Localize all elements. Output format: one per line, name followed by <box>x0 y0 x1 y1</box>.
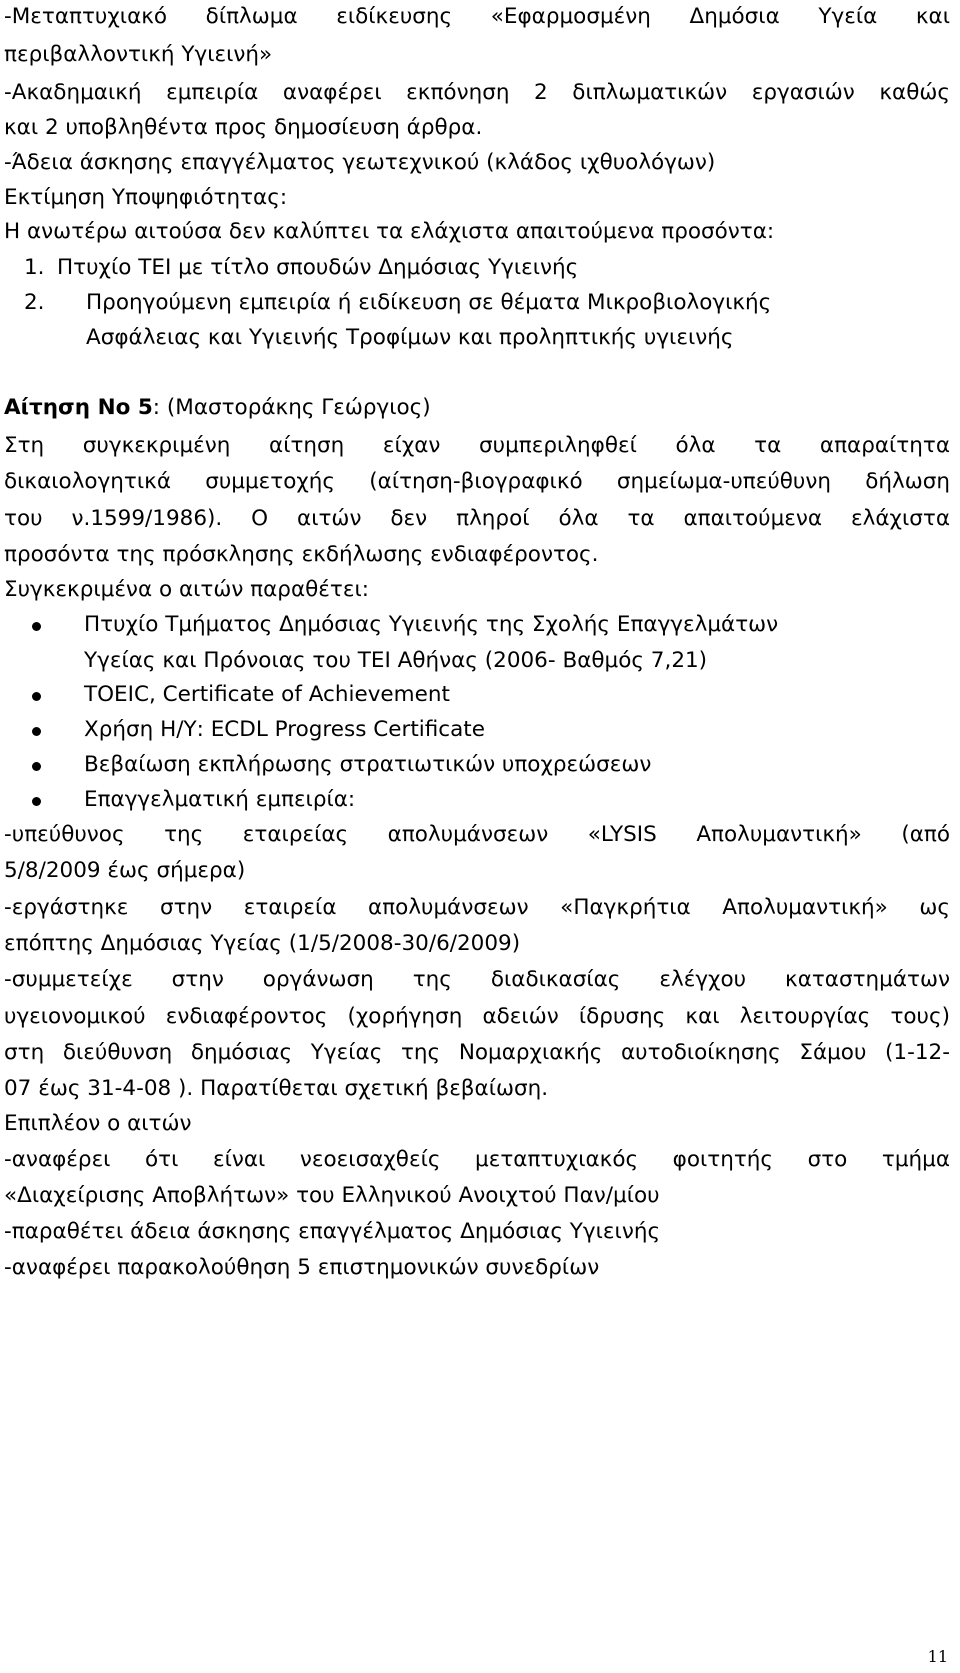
bullet-icon <box>32 692 41 701</box>
bullet-item: TOEIC, Certificate of Achievement <box>84 682 450 707</box>
text-line: -Μεταπτυχιακό δίπλωμα ειδίκευσης «Εφαρμοσμένη Δημόσια Υγεία και <box>4 4 950 29</box>
text-line: -παραθέτει άδεια άσκησης επαγγέλματος Δημόσιας Υγιεινής <box>4 1219 661 1244</box>
bullet-item-continuation: Υγείας και Πρόνοιας του ΤΕΙ Αθήνας (2006- Βαθμός 7,21) <box>84 648 708 673</box>
page-number: 11 <box>927 1647 948 1666</box>
bullet-icon <box>32 622 41 631</box>
text-line: του ν.1599/1986). Ο αιτών δεν πληροί όλα τα απαιτούμενα ελάχιστα <box>4 506 950 531</box>
evaluation-text: Η ανωτέρω αιτούσα δεν καλύπτει τα ελάχιστα απαιτούμενα προσόντα: <box>4 219 775 244</box>
text-line: υγειονομικού ενδιαφέροντος (χορήγηση αδειών ίδρυσης και λειτουργίας τους) <box>4 1004 950 1029</box>
text-line: Επιπλέον ο αιτών <box>4 1111 192 1136</box>
text-line: -αναφέρει παρακολούθηση 5 επιστημονικών συνεδρίων <box>4 1255 600 1280</box>
text-line: -εργάστηκε στην εταιρεία απολυμάνσεων «Παγκρήτια Απολυμαντική» ως <box>4 895 950 920</box>
text-line: στη διεύθυνση δημόσιας Υγείας της Νομαρχιακής αυτοδιοίκησης Σάμου (1-12- <box>4 1040 950 1065</box>
list-number: 1. <box>24 255 45 280</box>
text-line: Συγκεκριμένα ο αιτών παραθέτει: <box>4 577 369 602</box>
application-label: Αίτηση Νο 5 <box>4 395 153 420</box>
text-line: επόπτης Δημόσιας Υγείας (1/5/2008-30/6/2009) <box>4 931 521 956</box>
application-heading <box>4 397 431 419</box>
list-item: Πτυχίο ΤΕΙ με τίτλο σπουδών Δημόσιας Υγιεινής <box>57 255 579 280</box>
bullet-icon <box>32 727 41 736</box>
evaluation-heading: Εκτίμηση Υποψηφιότητας: <box>4 185 288 210</box>
list-item: Προηγούμενη εμπειρία ή ειδίκευση σε θέματα Μικροβιολογικής <box>86 290 772 315</box>
bullet-item: Πτυχίο Τμήματος Δημόσιας Υγιεινής της Σχολής Επαγγελμάτων <box>84 612 779 637</box>
text-line: δικαιολογητικά συμμετοχής (αίτηση-βιογραφικό σημείωμα-υπεύθυνη δήλωση <box>4 469 950 494</box>
text-line: και 2 υποβληθέντα προς δημοσίευση άρθρα. <box>4 115 483 140</box>
text-line: -Άδεια άσκησης επαγγέλματος γεωτεχνικού (κλάδος ιχθυολόγων) <box>4 150 716 175</box>
bullet-icon <box>32 762 41 771</box>
text-line: -αναφέρει ότι είναι νεοεισαχθείς μεταπτυχιακός φοιτητής στο τμήμα <box>4 1147 950 1172</box>
bullet-icon <box>32 797 41 806</box>
bullet-item: Επαγγελματική εμπειρία: <box>84 787 356 812</box>
text-line: περιβαλλοντική Υγιεινή» <box>4 42 273 67</box>
text-line: 07 έως 31-4-08 ). Παρατίθεται σχετική βεβαίωση. <box>4 1076 549 1101</box>
text-line: -υπεύθυνος της εταιρείας απολυμάνσεων «LYSIS Απολυμαντική» (από <box>4 822 950 847</box>
bullet-item: Χρήση Η/Υ: ECDL Progress Certificate <box>84 717 485 742</box>
list-number: 2. <box>24 290 45 315</box>
text-line: -συμμετείχε στην οργάνωση της διαδικασίας ελέγχου καταστημάτων <box>4 967 950 992</box>
text-line: προσόντα της πρόσκλησης εκδήλωσης ενδιαφέροντος. <box>4 542 599 567</box>
text-line: Στη συγκεκριμένη αίτηση είχαν συμπεριληφθεί όλα τα απαραίτητα <box>4 433 950 458</box>
text-line: -Ακαδημαική εμπειρία αναφέρει εκπόνηση 2 διπλωματικών εργασιών καθώς <box>4 80 950 105</box>
bullet-item: Βεβαίωση εκπλήρωσης στρατιωτικών υποχρεώσεων <box>84 752 652 777</box>
applicant-name: : (Μαστοράκης Γεώργιος) <box>152 395 431 420</box>
text-line: 5/8/2009 έως σήμερα) <box>4 858 246 883</box>
text-line: «Διαχείρισης Αποβλήτων» του Ελληνικού Ανοιχτού Παν/μίου <box>4 1183 660 1208</box>
list-item-continuation: Ασφάλειας και Υγιεινής Τροφίμων και προληπτικής υγιεινής <box>86 325 734 350</box>
